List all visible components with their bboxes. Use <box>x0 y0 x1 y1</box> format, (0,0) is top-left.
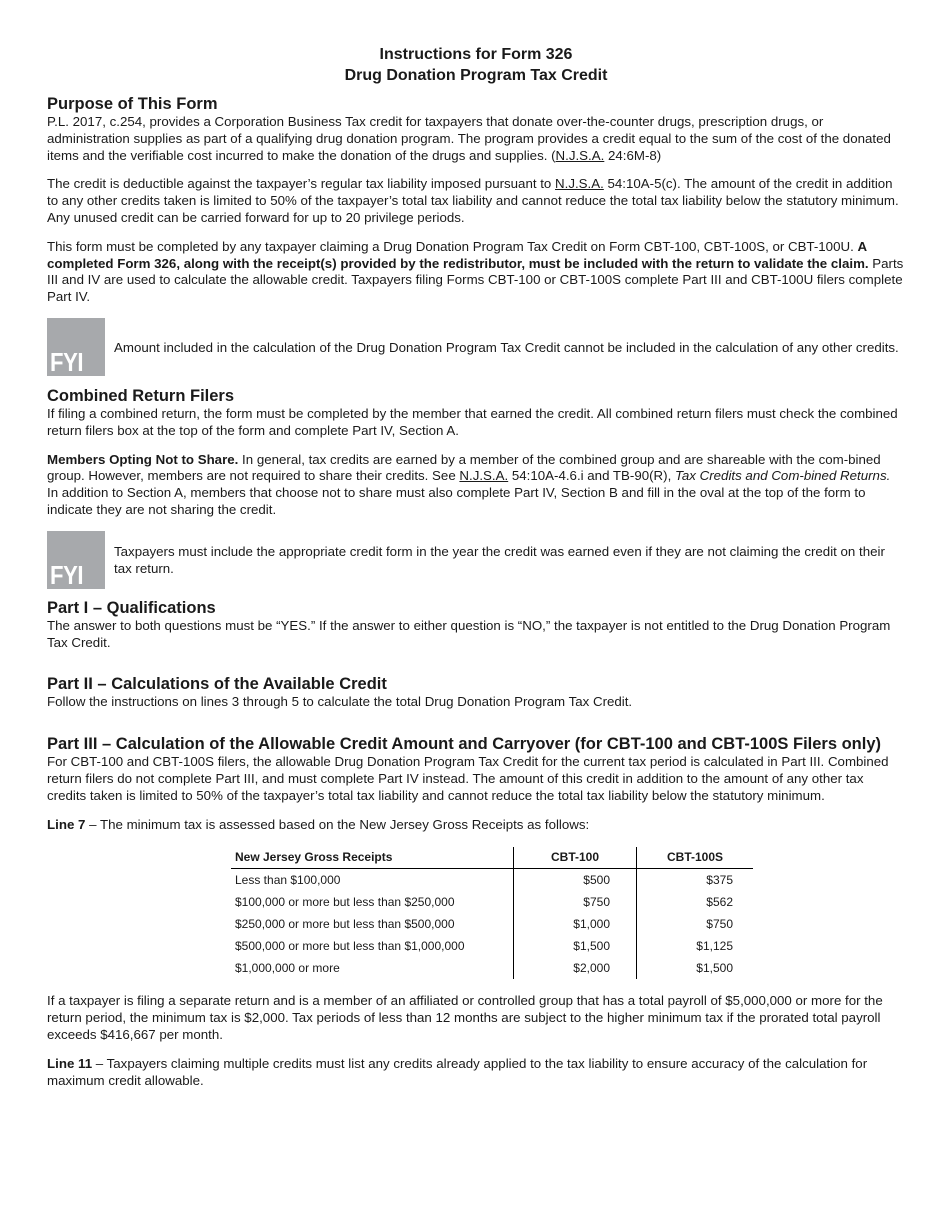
purpose-paragraph-1: P.L. 2017, c.254, provides a Corporation Business Tax credit for taxpayers that donate over-the-counter drugs, prescription drugs, or administration supplies as part of a qualifying drug donation program. The program provides a credit equal to the sum of the cost of the donated items and the verifiable cost incurred to make the donation of the drugs and supplies. (N.J.S.A. 24:6M-8) <box>47 114 891 163</box>
part3-heading: Part III – Calculation of the Allowable Credit Amount and Carryover (for CBT-100 and CBT-100S Filers only) <box>47 735 882 754</box>
column-header: New Jersey Gross Receipts <box>231 847 514 869</box>
part1-heading: Part I – Qualifications <box>47 598 216 617</box>
table-cell: $250,000 or more but less than $500,000 <box>235 917 455 932</box>
table-row <box>231 935 753 957</box>
page-title <box>47 44 905 86</box>
fyi-note-text: Taxpayers must include the appropriate credit form in the year the credit was earned even if they are not claiming the credit on their tax return. <box>114 543 885 576</box>
combined-heading: Combined Return Filers <box>47 386 235 405</box>
fyi-icon: FYI <box>47 531 105 589</box>
table-cell: $1,000 <box>514 913 637 935</box>
table-cell: $500,000 or more but less than $1,000,000 <box>235 939 465 954</box>
table-cell: $750 <box>514 891 637 913</box>
part2-heading: Part II – Calculations of the Available Credit <box>47 675 387 694</box>
table-cell: $1,500 <box>514 935 637 957</box>
table-cell: $1,500 <box>637 957 754 979</box>
title-line-2: Drug Donation Program Tax Credit <box>344 67 608 84</box>
table-row <box>231 913 753 935</box>
table-cell: $1,125 <box>637 935 754 957</box>
fyi-note-1 <box>47 318 905 376</box>
part1-text: The answer to both questions must be “YES.” If the answer to either question is “NO,” the taxpayer is not entitled to the Drug Donation Program Tax Credit. <box>47 617 891 650</box>
column-header: CBT-100S <box>637 847 754 869</box>
table-cell: $375 <box>637 869 754 892</box>
part3-text: For CBT-100 and CBT-100S filers, the allowable Drug Donation Program Tax Credit for the current tax period is calculated in Part III. Combined return filers do not complete Part III, and must complete Part IV instead. The amount of this credit in addition to the amount of any other tax credits taken is limited to 50% of the taxpayer’s total tax liability and cannot reduce the total tax liability below the statutory minimum. <box>47 754 889 803</box>
fyi-icon: FYI <box>47 318 105 376</box>
table-row <box>231 957 753 979</box>
purpose-heading: Purpose of This Form <box>47 95 218 113</box>
column-header: CBT-100 <box>514 847 637 869</box>
instructions-page <box>47 44 905 1089</box>
table-cell: $2,000 <box>514 957 637 979</box>
table-row <box>231 869 753 892</box>
line7-paragraph: Line 7 – The minimum tax is assessed based on the New Jersey Gross Receipts as follows: <box>47 816 590 832</box>
part2-text: Follow the instructions on lines 3 through 5 to calculate the total Drug Donation Program Tax Credit. <box>47 694 633 710</box>
table-cell: $1,000,000 or more <box>235 961 340 976</box>
table-row <box>231 891 753 913</box>
minimum-tax-table <box>231 847 753 979</box>
table-cell: $100,000 or more but less than $250,000 <box>235 895 455 910</box>
table-cell: Less than $100,000 <box>235 873 341 888</box>
fyi-note-2 <box>47 531 905 589</box>
purpose-paragraph-3: This form must be completed by any taxpayer claiming a Drug Donation Program Tax Credit on Form CBT-100, CBT-100S, or CBT-100U. A completed Form 326, along with the receipt(s) provided by the redistributor, must be included with the return to validate the claim. Parts III and IV are used to calculate the allowable credit. Taxpayers filing Forms CBT-100 or CBT-100S complete Part III and CBT-100U filers complete Part IV. <box>47 238 904 305</box>
title-line-1: Instructions for Form 326 <box>379 46 573 63</box>
separate-return-paragraph: If a taxpayer is filing a separate return and is a member of an affiliated or controlled group that has a total payroll of $5,000,000 or more for the return period, the minimum tax is $2,000. Tax periods of less than 12 months are subject to the higher minimum tax if the prorated total payroll exceeds $416,667 per month. <box>47 993 883 1042</box>
fyi-note-text: Amount included in the calculation of the Drug Donation Program Tax Credit cannot be included in the calculation of any other credits. <box>114 339 899 355</box>
combined-paragraph-1: If filing a combined return, the form must be completed by the member that earned the credit. All combined return filers must check the combined return filers box at the top of the form and complete Part IV, Section A. <box>47 405 898 438</box>
purpose-paragraph-2: The credit is deductible against the taxpayer’s regular tax liability imposed pursuant to N.J.S.A. 54:10A-5(c). The amount of the credit in addition to any other credits taken is limited to 50% of the taxpayer’s total tax liability and cannot reduce the total tax liability below the statutory minimum. Any unused credit can be carried forward for up to 20 privilege periods. <box>47 176 899 225</box>
table-header-row <box>231 847 753 869</box>
combined-paragraph-2: Members Opting Not to Share. In general, tax credits are earned by a member of the combined group and are shareable with the com-bined group. However, members are not required to share their credits. See N.J.S.A. 54:10A-4.6.i and TB-90(R), Tax Credits and Com-bined Returns. In addition to Section A, members that choose not to share must also complete Part IV, Section B and fill in the oval at the top of the form to indicate they are not sharing the credit. <box>47 451 891 517</box>
table-cell: $750 <box>637 913 754 935</box>
line11-paragraph: Line 11 – Taxpayers claiming multiple credits must list any credits already applied to the tax liability to ensure accuracy of the calculation for maximum credit allowable. <box>47 1055 868 1088</box>
table-cell: $562 <box>637 891 754 913</box>
table-cell: $500 <box>514 869 637 892</box>
